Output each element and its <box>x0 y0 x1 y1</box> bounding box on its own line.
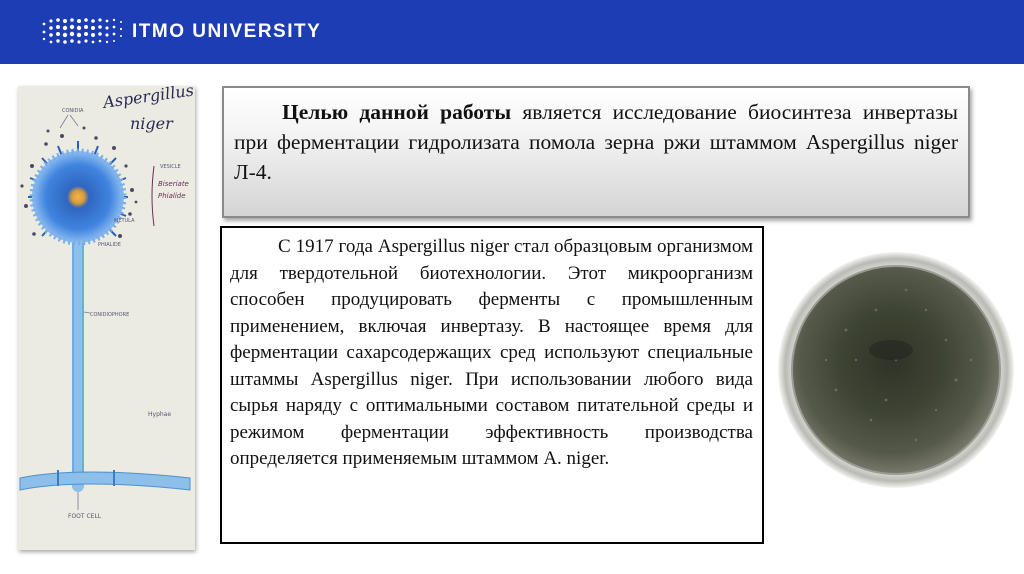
aspergillus-illustration <box>18 86 195 550</box>
label-foot-cell: FOOT CELL <box>68 513 102 520</box>
aim-text: является исследование биосинтеза инвертазы при ферментации гидролизата помола зерна ржи штаммом Aspergillus niger Л-4. <box>234 100 959 184</box>
aspergillus-drawing-icon <box>18 86 195 550</box>
logo-text: ITMO UNIVERSITY <box>132 21 322 42</box>
header-bar <box>0 0 1024 64</box>
label-metula: METULA <box>114 218 135 224</box>
aim-bold-text: Целью данной работы <box>282 100 512 124</box>
label-conidia: CONIDIA <box>62 108 84 114</box>
label-conidiophore: CONIDIOPHORE <box>90 312 130 318</box>
label-phialide: PHIALIDE <box>98 242 121 248</box>
label-vesicle: VESICLE <box>160 164 181 170</box>
dot-grid-logo-icon <box>40 16 126 46</box>
info-text: С 1917 года Aspergillus niger стал образцовым организмом для твердотельной биотехнологии. Этот микроорганизм способен продуцировать ферменты с промышленным применением, включая инвертазу. В настоящее время для ферментации сахарсодержащих сред используют специальные штаммы Aspergillus niger. При использовании любого вида сырья наряду с оптимальными составом питательной среды и режимом ферментации эффективность производства определяется применяемым штаммом A. niger. <box>230 236 753 469</box>
illustration-title-line1: Aspergillus <box>101 86 195 112</box>
aim-box <box>222 86 970 218</box>
illustration-title-line2: niger <box>130 114 173 133</box>
label-side-note-1: Biseriate <box>158 180 189 188</box>
info-box <box>220 226 764 544</box>
label-side-note-2: Phialide <box>158 192 186 200</box>
petri-dish-culture-image <box>776 250 1016 490</box>
label-hyphae: Hyphae <box>148 411 172 418</box>
